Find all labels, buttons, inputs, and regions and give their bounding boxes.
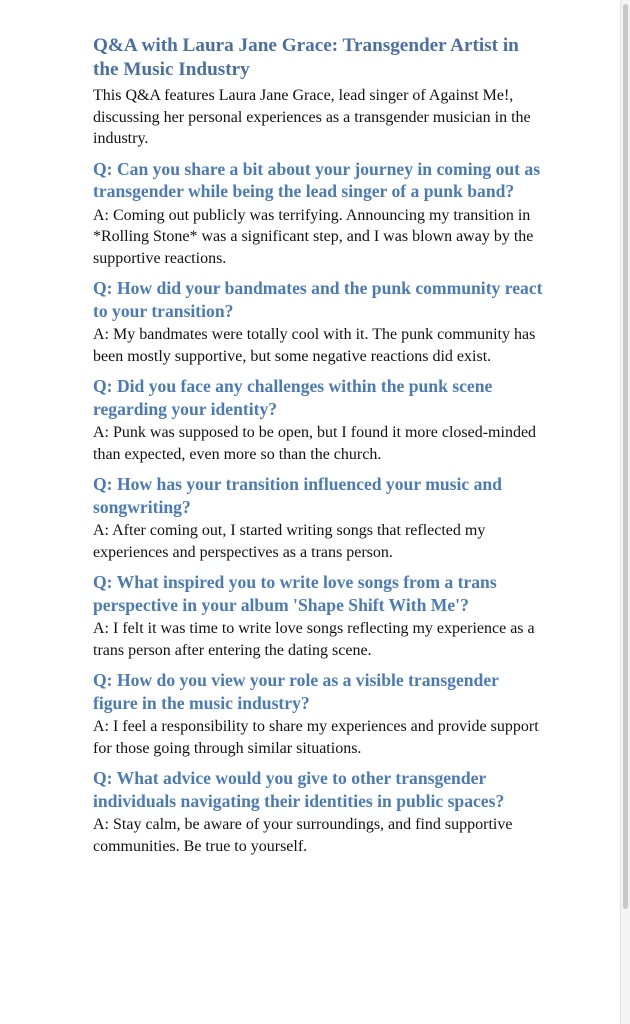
answer-text: A: Punk was supposed to be open, but I found it more closed-minded than expected, even more so than the church.	[93, 424, 537, 463]
answer-text: A: I felt it was time to write love songs reflecting my experience as a trans person after entering the dating scene.	[93, 620, 535, 659]
qa-item	[93, 669, 543, 759]
qa-item	[93, 767, 543, 857]
answer-text: A: After coming out, I started writing songs that reflected my experiences and perspectives as a trans person.	[93, 522, 486, 561]
answer-text: A: Stay calm, be aware of your surroundings, and find supportive communities. Be true to yourself.	[93, 816, 513, 855]
article	[93, 34, 543, 857]
page-title: Q&A with Laura Jane Grace: Transgender Artist in the Music Industry	[93, 35, 519, 80]
question-text: Q: What inspired you to write love songs from a trans perspective in your album 'Shape Shift With Me'?	[93, 572, 497, 615]
intro-text: This Q&A features Laura Jane Grace, lead singer of Against Me!, discussing her personal experiences as a transgender musician in the industry.	[93, 87, 531, 147]
question-text: Q: How has your transition influenced your music and songwriting?	[93, 474, 502, 517]
qa-item	[93, 277, 543, 367]
qa-item	[93, 158, 543, 270]
question-text: Q: Did you face any challenges within the punk scene regarding your identity?	[93, 376, 493, 419]
answer-text: A: I feel a responsibility to share my experiences and provide support for those going through similar situations.	[93, 718, 539, 757]
question-text: Q: Can you share a bit about your journey in coming out as transgender while being the lead singer of a punk band?	[93, 158, 541, 201]
scrollbar-thumb[interactable]	[623, 4, 628, 909]
question-text: Q: What advice would you give to other transgender individuals navigating their identities in public spaces?	[93, 768, 505, 811]
question-text: Q: How did your bandmates and the punk community react to your transition?	[93, 278, 543, 321]
question-text: Q: How do you view your role as a visible transgender figure in the music industry?	[93, 670, 499, 713]
scrollbar-track[interactable]	[620, 0, 630, 1024]
answer-text: A: My bandmates were totally cool with it. The punk community has been mostly supportive, but some negative reactions did exist.	[93, 326, 536, 365]
answer-text: A: Coming out publicly was terrifying. Announcing my transition in *Rolling Stone* was a significant step, and I was blown away by the supportive reactions.	[93, 206, 534, 267]
qa-item	[93, 473, 543, 563]
qa-item	[93, 375, 543, 465]
qa-item	[93, 571, 543, 661]
